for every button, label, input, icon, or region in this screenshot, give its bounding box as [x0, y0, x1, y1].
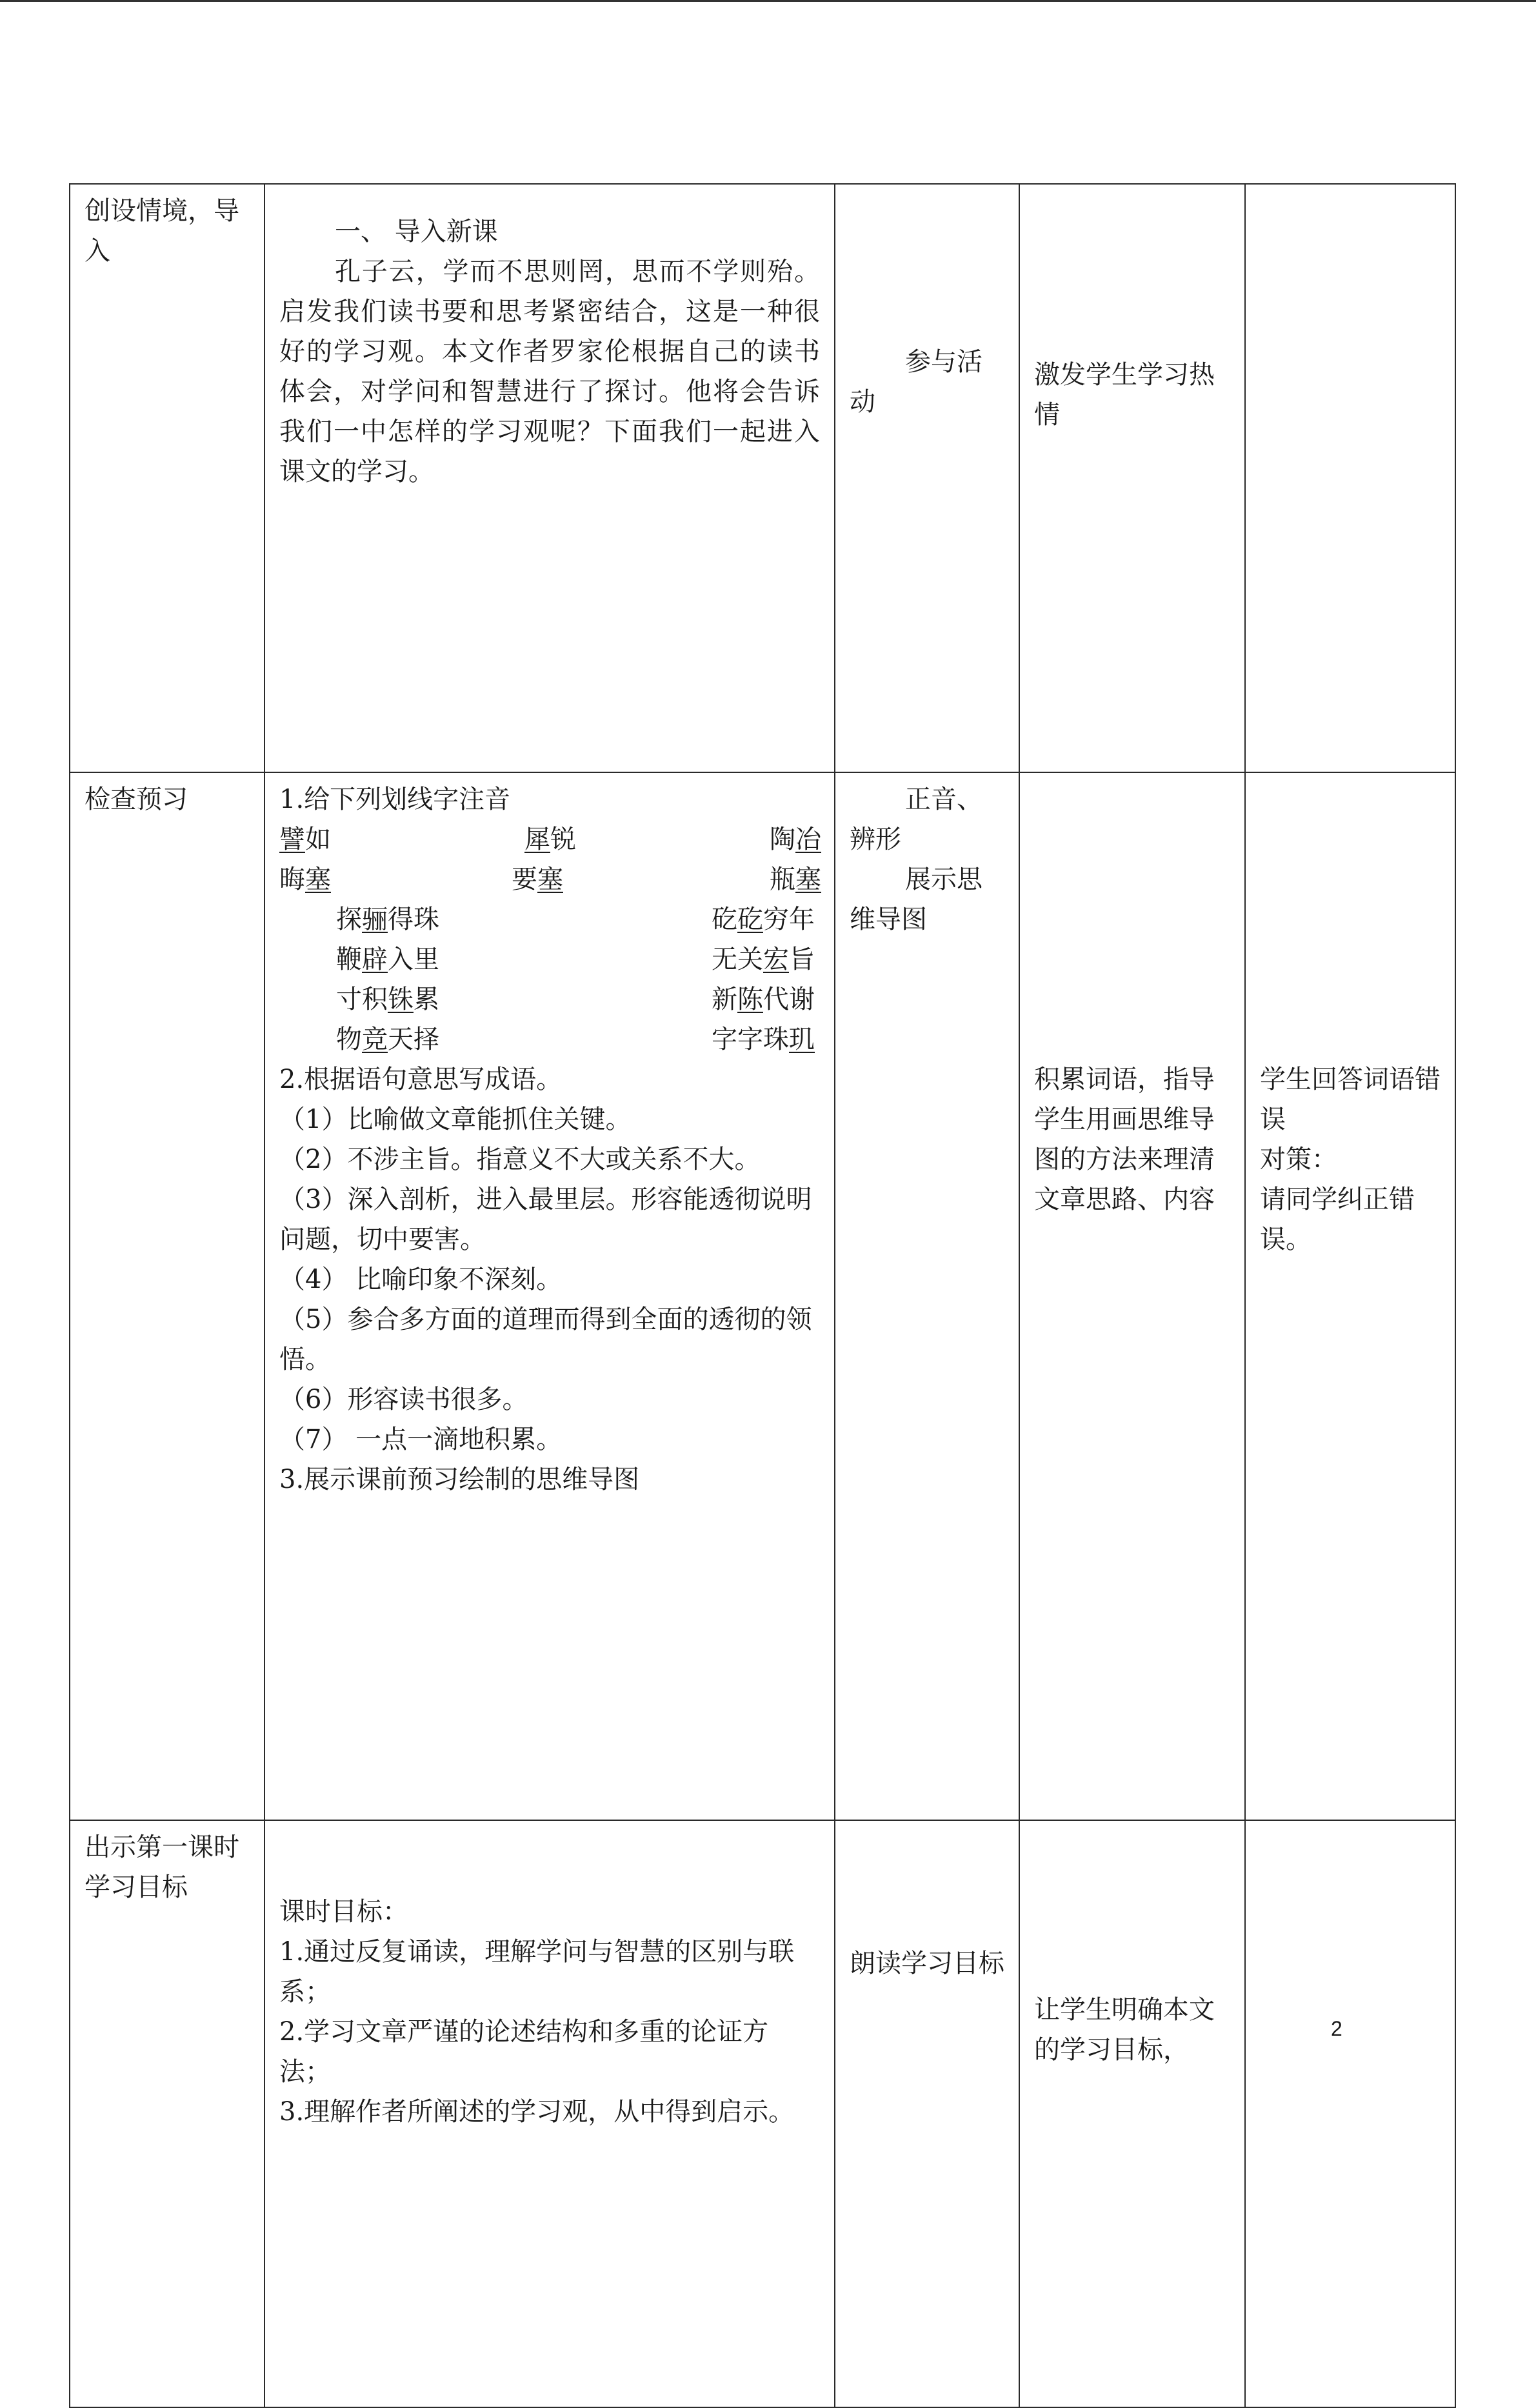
word-post: 天择: [388, 1025, 439, 1054]
word-post: 锐: [550, 825, 576, 854]
question-1: 1.给下列划线字注音: [279, 785, 511, 814]
lesson-plan-table: [69, 183, 1456, 2408]
word-5: [512, 859, 563, 899]
word-pre: 晦: [279, 865, 305, 894]
idiom-item: （7） 一点一滴地积累。: [279, 1425, 563, 1454]
word-9: [336, 939, 439, 979]
word-pre: 新: [712, 985, 737, 1014]
word-pre: 探: [336, 905, 362, 934]
word-2: [524, 819, 576, 859]
word-underlined: 冶: [795, 825, 821, 854]
word-underlined: 辟: [362, 945, 388, 974]
word-post: 穷年: [763, 905, 815, 934]
word-1: [279, 819, 331, 859]
word-pre: 无关: [712, 945, 763, 974]
word-pre: 瓶: [770, 865, 795, 894]
word-4: [279, 859, 331, 899]
word-underlined: 塞: [305, 865, 331, 894]
idiom-item: （6）形容读书很多。: [279, 1385, 528, 1414]
stage-text: 创设情境，导入: [85, 196, 239, 266]
content-cell: [264, 772, 835, 1820]
word-post: 累: [414, 985, 439, 1014]
word-pre: 鞭: [336, 945, 362, 974]
word-post: 代谢: [763, 985, 815, 1014]
word-pre: 寸积: [336, 985, 388, 1014]
idiom-item: （5）参合多方面的道理而得到全面的透彻的领悟。: [279, 1305, 812, 1374]
student-activity-text: 正音、辨形: [850, 785, 982, 854]
word-underlined: 竞: [362, 1025, 388, 1054]
student-activity-cell: [835, 184, 1019, 772]
student-activity-text: 展示思维导图: [850, 865, 982, 934]
word-post: 如: [305, 825, 331, 854]
word-11: [336, 979, 439, 1019]
note-cell: [1245, 184, 1455, 772]
content-cell: [264, 1820, 835, 2407]
word-pre: 要: [512, 865, 537, 894]
content-cell: [264, 184, 835, 772]
idiom-item: （1）比喻做文章能抓住关键。: [279, 1105, 632, 1134]
stage-cell: [70, 184, 264, 772]
goal-item: 3.理解作者所阐述的学习观，从中得到启示。: [279, 2097, 795, 2127]
word-10: [712, 939, 815, 979]
word-post: 得珠: [388, 905, 439, 934]
question-3: 3.展示课前预习绘制的思维导图: [279, 1465, 640, 1494]
student-activity-cell: [835, 772, 1019, 1820]
word-underlined: 宏: [763, 945, 789, 974]
top-rule: [0, 0, 1536, 2]
word-8: [712, 899, 815, 939]
word-post: 旨: [789, 945, 815, 974]
design-intent-text: 积累词语，指导学生用画思维导图的方法来理清文章思路、内容: [1034, 1065, 1215, 1214]
student-activity-text: 参与活动: [850, 347, 982, 417]
idiom-item: （4） 比喻印象不深刻。: [279, 1265, 563, 1294]
goals-title: 课时目标：: [279, 1897, 408, 1927]
design-intent-cell: [1019, 1820, 1245, 2407]
note-cell: [1245, 772, 1455, 1820]
word-row: [279, 859, 821, 899]
section-heading: 一、 导入新课: [335, 217, 498, 246]
stage-text: 出示第一课时学习目标: [85, 1832, 239, 1902]
stage-text: 检查预习: [85, 785, 188, 814]
word-row: [279, 1019, 821, 1059]
goal-item: 2.学习文章严谨的论述结构和多重的论证方法；: [279, 2017, 769, 2087]
stage-cell: [70, 772, 264, 1820]
word-pre: 字字珠: [712, 1025, 789, 1054]
word-7: [336, 899, 439, 939]
word-underlined: 譬: [279, 825, 305, 854]
word-pre: 陶: [770, 825, 795, 854]
word-post: 入里: [388, 945, 439, 974]
table-row: [70, 184, 1455, 772]
word-12: [712, 979, 815, 1019]
table-row: [70, 1820, 1455, 2407]
word-pre: 矻: [712, 905, 737, 934]
word-underlined: 塞: [537, 865, 563, 894]
page-number: 2: [1331, 2017, 1342, 2040]
word-underlined: 犀: [524, 825, 550, 854]
design-intent-text: 让学生明确本文的学习目标，: [1034, 1995, 1215, 2065]
word-row: [279, 899, 821, 939]
word-row: [279, 819, 821, 859]
word-6: [770, 859, 821, 899]
word-14: [712, 1019, 815, 1059]
idiom-item: （3）深入剖析，进入最里层。形容能透彻说明问题，切中要害。: [279, 1185, 812, 1254]
note-text: 学生回答词语错误 对策： 请同学纠正错误。: [1260, 1065, 1441, 1254]
design-intent-text: 激发学生学习热情: [1034, 360, 1215, 430]
word-underlined: 玑: [789, 1025, 815, 1054]
design-intent-cell: [1019, 772, 1245, 1820]
word-3: [770, 819, 821, 859]
note-cell: [1245, 1820, 1455, 2407]
word-underlined: 陈: [737, 985, 763, 1014]
student-activity-text: 朗读学习目标: [850, 1949, 1004, 1978]
word-underlined: 铢: [388, 985, 414, 1014]
design-intent-cell: [1019, 184, 1245, 772]
word-row: [279, 979, 821, 1019]
goal-item: 1.通过反复诵读，理解学问与智慧的区别与联系；: [279, 1937, 795, 2007]
stage-cell: [70, 1820, 264, 2407]
word-underlined: 骊: [362, 905, 388, 934]
word-row: [279, 939, 821, 979]
word-underlined: 塞: [795, 865, 821, 894]
table-row: [70, 772, 1455, 1820]
word-pre: 物: [336, 1025, 362, 1054]
question-2: 2.根据语句意思写成语。: [279, 1065, 563, 1094]
word-13: [336, 1019, 439, 1059]
word-underlined: 矻: [737, 905, 763, 934]
student-activity-cell: [835, 1820, 1019, 2407]
idiom-item: （2）不涉主旨。指意义不大或关系不大。: [279, 1145, 761, 1174]
intro-paragraph: 孔子云，学而不思则罔，思而不学则殆。启发我们读书要和思考紧密结合，这是一种很好的学习观。本文作者罗家伦根据自己的读书体会，对学问和智慧进行了探讨。他将会告诉我们一中怎样的学习观呢？下面我们一起进入课文的学习。: [279, 257, 820, 487]
